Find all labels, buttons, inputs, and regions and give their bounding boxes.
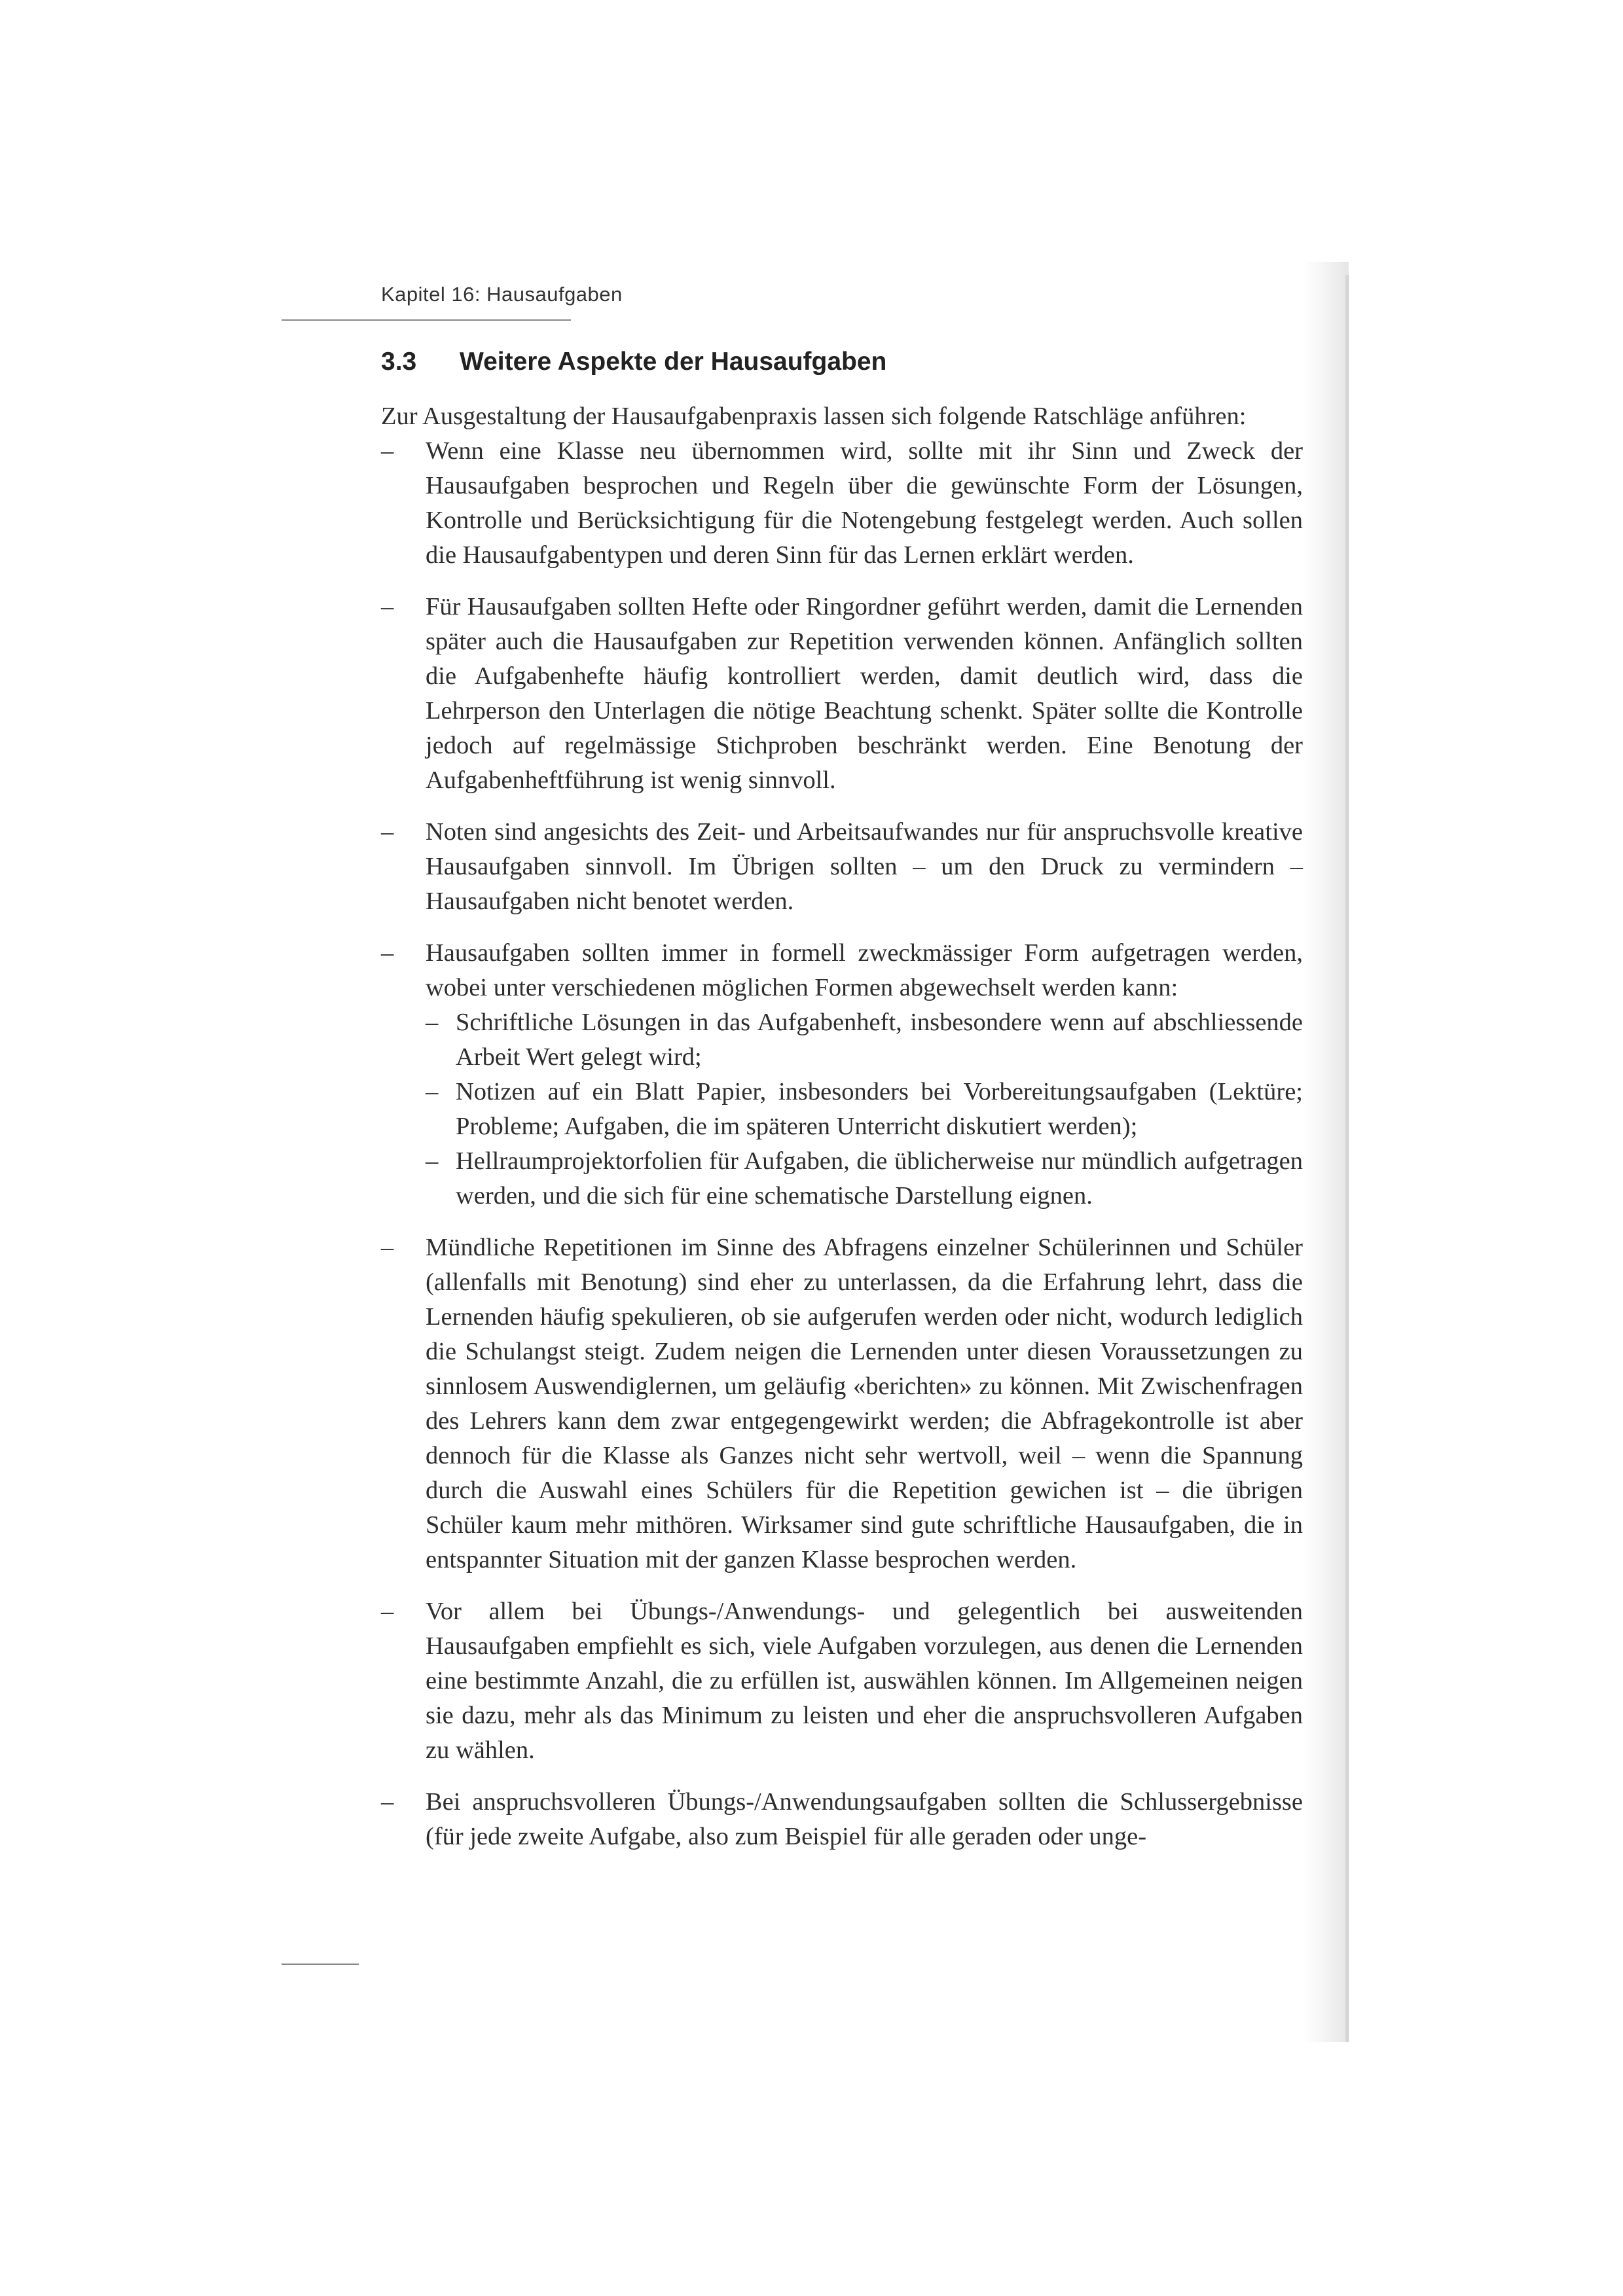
- list-item-text: Bei anspruchsvolleren Übungs-/Anwendungsaufgaben sollten die Schlussergebnisse (für jede zweite Aufgabe, also zum Beispiel für alle geraden oder unge-: [426, 1788, 1303, 1850]
- list-item-text: Mündliche Repetitionen im Sinne des Abfragens einzelner Schülerinnen und Schüler (allenfalls mit Benotung) sind eher zu unterlassen, da die Erfahrung lehrt, dass die Lernenden häufig spekulieren, ob sie aufgerufen werden oder nicht, wodurch lediglich die Schulangst steigt. Zudem neigen die Lernenden unter diesen Voraussetzungen zu sinnlosem Auswendiglernen, um geläufig «berichten» zu können. Mit Zwischenfragen des Lehrers kann dem zwar entgegengewirkt werden; die Abfragekontrolle ist aber dennoch für die Klasse als Ganzes nicht sehr wertvoll, weil – wenn die Spannung durch die Auswahl eines Schülers für die Repetition gewichen ist – die übrigen Schüler kaum mehr mithören. Wirksamer sind gute schriftliche Hausaufgaben, die in entspannter Situation mit der ganzen Klasse besprochen werden.: [426, 1234, 1303, 1573]
- list-item: [381, 936, 1303, 1213]
- header-rule: [282, 319, 571, 321]
- list-item: [381, 590, 1303, 798]
- list-item: [381, 815, 1303, 919]
- dash-bullet: –: [381, 593, 394, 620]
- list-item-text: Noten sind angesichts des Zeit- und Arbeitsaufwandes nur für anspruchsvolle kreative Hausaufgaben sinnvoll. Im Übrigen sollten – um den Druck zu vermindern – Hausaufgaben nicht benotet werden.: [426, 818, 1303, 915]
- advice-list: [381, 434, 1303, 1854]
- dash-bullet: –: [381, 818, 394, 846]
- list-item: [381, 1594, 1303, 1768]
- sub-list-item: [426, 1005, 1303, 1075]
- dash-bullet: –: [426, 1009, 439, 1036]
- intro-paragraph: Zur Ausgestaltung der Hausaufgabenpraxis lassen sich folgende Ratschläge anführen:: [381, 403, 1247, 430]
- sub-list-item-text: Hellraumprojektorfolien für Aufgaben, die üblicherweise nur mündlich aufgetragen werden, und die sich für eine schematische Darstellung eignen.: [456, 1147, 1303, 1210]
- sub-list-item: [426, 1075, 1303, 1144]
- body-text: [381, 399, 1303, 1871]
- list-item-text: Wenn eine Klasse neu übernommen wird, sollte mit ihr Sinn und Zweck der Hausaufgaben besprochen und Regeln über die gewünschte Form der Lösungen, Kontrolle und Berücksichtigung für die Notengebung festgelegt werden. Auch sollen die Hausaufgabentypen und deren Sinn für das Lernen erklärt werden.: [426, 437, 1303, 569]
- section-heading: [381, 348, 886, 376]
- dash-bullet: –: [426, 1147, 439, 1175]
- scan-edge-shadow: [1303, 262, 1349, 2042]
- footer-rule: [282, 1964, 359, 1965]
- scan-edge-line: [1345, 275, 1349, 2042]
- list-item: [381, 1785, 1303, 1854]
- list-item-text: Für Hausaufgaben sollten Hefte oder Ringordner geführt werden, damit die Lernenden später auch die Hausaufgaben zur Repetition verwenden können. Anfänglich sollten die Aufgabenhefte häufig kontrolliert werden, damit deutlich wird, dass die Lehrperson den Unterlagen die nötige Beachtung schenkt. Später sollte die Kontrolle jedoch auf regelmässige Stichproben beschränkt werden. Eine Benotung der Aufgabenheftführung ist wenig sinnvoll.: [426, 593, 1303, 794]
- sub-list-item-text: Schriftliche Lösungen in das Aufgabenheft, insbesondere wenn auf abschliessende Arbeit Wert gelegt wird;: [456, 1009, 1303, 1071]
- section-title: Weitere Aspekte der Hausaufgaben: [460, 348, 887, 376]
- list-item: [381, 1230, 1303, 1577]
- dash-bullet: –: [381, 1598, 394, 1625]
- dash-bullet: –: [381, 437, 394, 465]
- list-item: [381, 434, 1303, 573]
- section-number: 3.3: [381, 348, 417, 376]
- dash-bullet: –: [381, 1234, 394, 1261]
- sub-list-item-text: Notizen auf ein Blatt Papier, insbesonders bei Vorbereitungsaufgaben (Lektüre; Probleme; Aufgaben, die im späteren Unterricht diskutiert werden);: [456, 1078, 1303, 1140]
- list-item-text: Hausaufgaben sollten immer in formell zweckmässiger Form aufgetragen werden, wobei unter verschiedenen möglichen Formen abgewechselt werden kann:: [426, 939, 1303, 1001]
- dash-bullet: –: [381, 939, 394, 967]
- running-head: Kapitel 16: Hausaufgaben: [381, 283, 623, 306]
- sub-list-item: [426, 1144, 1303, 1213]
- list-item-text: Vor allem bei Übungs-/Anwendungs- und gelegentlich bei ausweitenden Hausaufgaben empfiehlt es sich, viele Aufgaben vorzulegen, aus denen die Lernenden eine bestimmte Anzahl, die zu erfüllen ist, auswählen können. Im Allgemeinen neigen sie dazu, mehr als das Minimum zu leisten und eher die anspruchsvolleren Aufgaben zu wählen.: [426, 1598, 1303, 1764]
- sub-list: [426, 1005, 1303, 1213]
- dash-bullet: –: [426, 1078, 439, 1105]
- dash-bullet: –: [381, 1788, 394, 1816]
